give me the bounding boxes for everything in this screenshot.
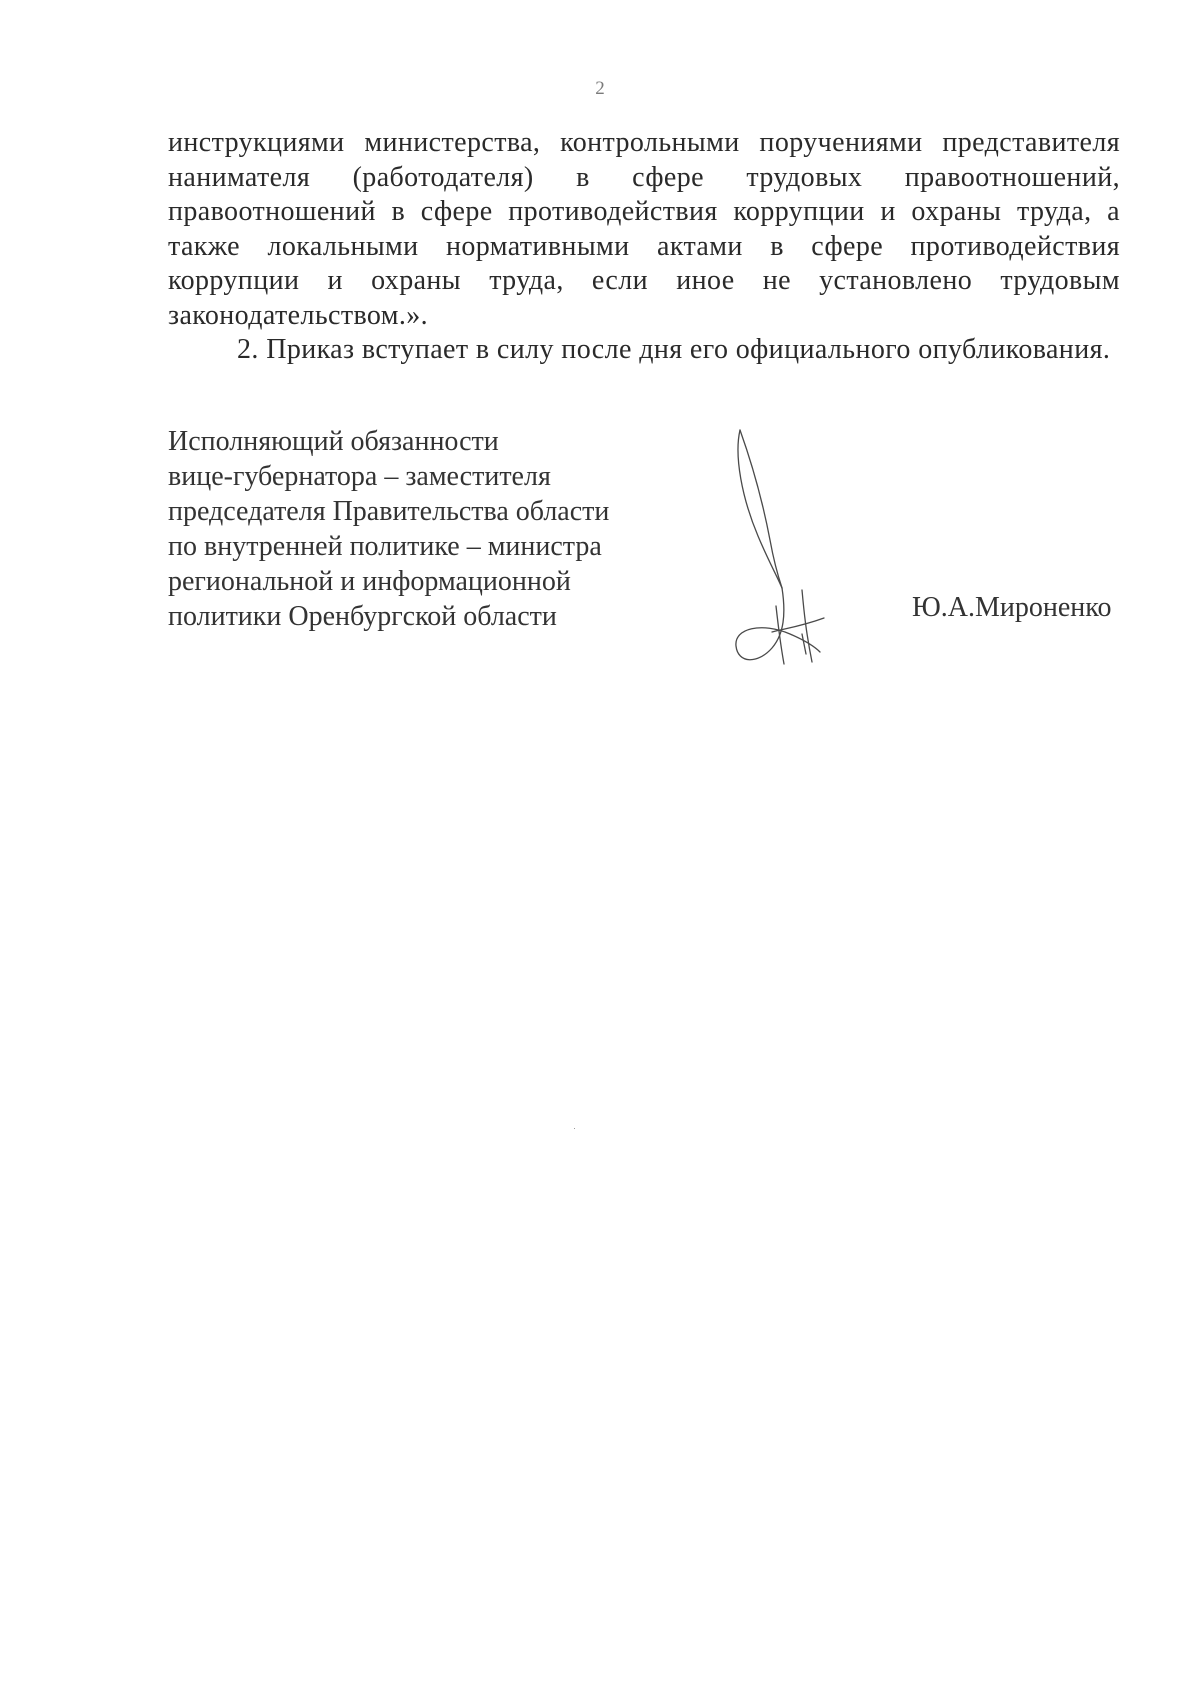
scan-speck (574, 1128, 575, 1129)
handwritten-signature (732, 428, 852, 678)
signatory-title-line: Исполняющий обязанности (168, 426, 499, 457)
signatory-title-line: председателя Правительства области (168, 496, 610, 527)
document-body (168, 126, 1120, 368)
signer-name: Ю.А.Мироненко (912, 592, 1112, 623)
page-number: 2 (595, 78, 605, 99)
signatory-title-line: вице-губернатора – заместителя (168, 461, 551, 492)
signatory-title-line: политики Оренбургской области (168, 601, 557, 632)
paragraph-effective-date: 2. Приказ вступает в силу после дня его официального опубликования. (237, 334, 1111, 365)
paragraph-continuation: инструкциями министерства, контрольными поручениями представителя нанимателя (работодателя) в сфере трудовых правоотношений, правоотношений в сфере противодействия коррупции и охраны труда, а также локальными нормативными актами в сфере противодействия коррупции и охраны труда, если иное не установлено трудовым законодательством.». (168, 127, 1120, 331)
signatory-title-line: региональной и информационной (168, 566, 571, 597)
signatory-title (168, 424, 648, 634)
signatory-title-line: по внутренней политике – министра (168, 531, 602, 562)
